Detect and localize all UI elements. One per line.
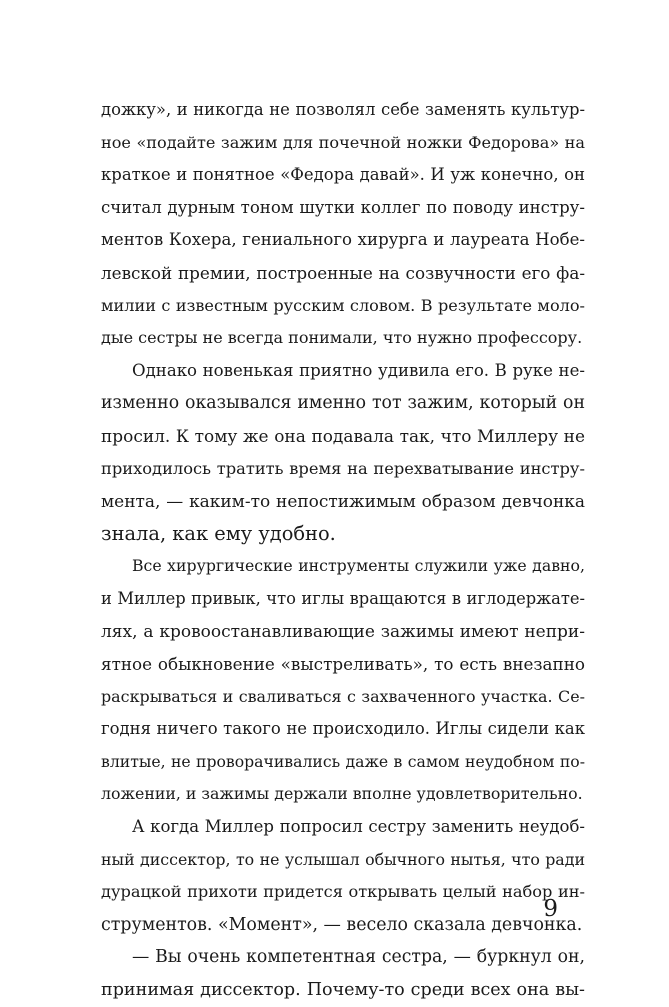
paragraph-1 (101, 94, 585, 355)
text-line: милии с известным русским словом. В результате моло- (101, 295, 585, 315)
text-line: дурацкой прихоти придется открывать целый набор ин- (101, 882, 585, 902)
text-line: ный диссектор, то не услышал обычного нытья, что ради (101, 849, 585, 869)
text-line: влитые, не проворачивались даже в самом неудобном по- (101, 751, 585, 771)
text-line: Все хирургические инструменты служили уже давно, (132, 556, 585, 576)
body-text (101, 94, 585, 1007)
text-line: и Миллер привык, что иглы вращаются в иглодержате- (101, 588, 585, 608)
paragraph-3 (101, 550, 585, 811)
text-line: годня ничего такого не происходило. Иглы сидели как (101, 719, 585, 739)
text-line: ное «подайте зажим для почечной ножки Федорова» на (101, 132, 585, 152)
text-line: левской премии, построенные на созвучности его фа- (101, 262, 585, 283)
text-line: Однако новенькая приятно удивила его. В руке не- (132, 360, 585, 380)
text-line: считал дурным тоном шутки коллег по поводу инстру- (101, 197, 585, 217)
text-line: лях, а кровоостанавливающие зажимы имеют непри- (101, 621, 585, 642)
text-line: краткое и понятное «Федора давай». И уж конечно, он (101, 165, 585, 185)
text-line: мента, — каким-то непостижимым образом девчонка (101, 491, 585, 512)
text-line: знала, как ему удобно. (101, 521, 336, 545)
text-line: ментов Кохера, гениального хирурга и лауреата Нобе- (101, 230, 585, 250)
text-line: А когда Миллер попросил сестру заменить неудоб- (132, 817, 585, 837)
paragraph-5 (101, 941, 585, 1006)
text-line: ятное обыкновение «выстреливать», то есть внезапно (101, 654, 585, 675)
text-line: дожку», и никогда не позволял себе заменять культур- (101, 100, 585, 119)
text-line: дые сестры не всегда понимали, что нужно профессору. (101, 328, 583, 348)
text-line: просил. К тому же она подавала так, что Миллеру не (101, 425, 585, 446)
paragraph-2 (101, 355, 585, 551)
text-line: изменно оказывался именно тот зажим, который он (101, 393, 585, 414)
text-line: раскрываться и сваливаться с захваченного участка. Се- (101, 686, 585, 706)
text-line: струментов. «Момент», — весело сказала девчонка. (101, 914, 583, 935)
text-line: ложении, и зажимы держали вполне удовлетворительно. (101, 784, 583, 804)
text-line: приходилось тратить время на перехватывание инстру- (101, 458, 585, 478)
text-line: принимая диссектор. Почему-то среди всех она вы- (101, 980, 585, 1001)
page-number: 9 (543, 896, 558, 922)
text-line: — Вы очень компетентная сестра, — буркнул он, (132, 947, 585, 968)
